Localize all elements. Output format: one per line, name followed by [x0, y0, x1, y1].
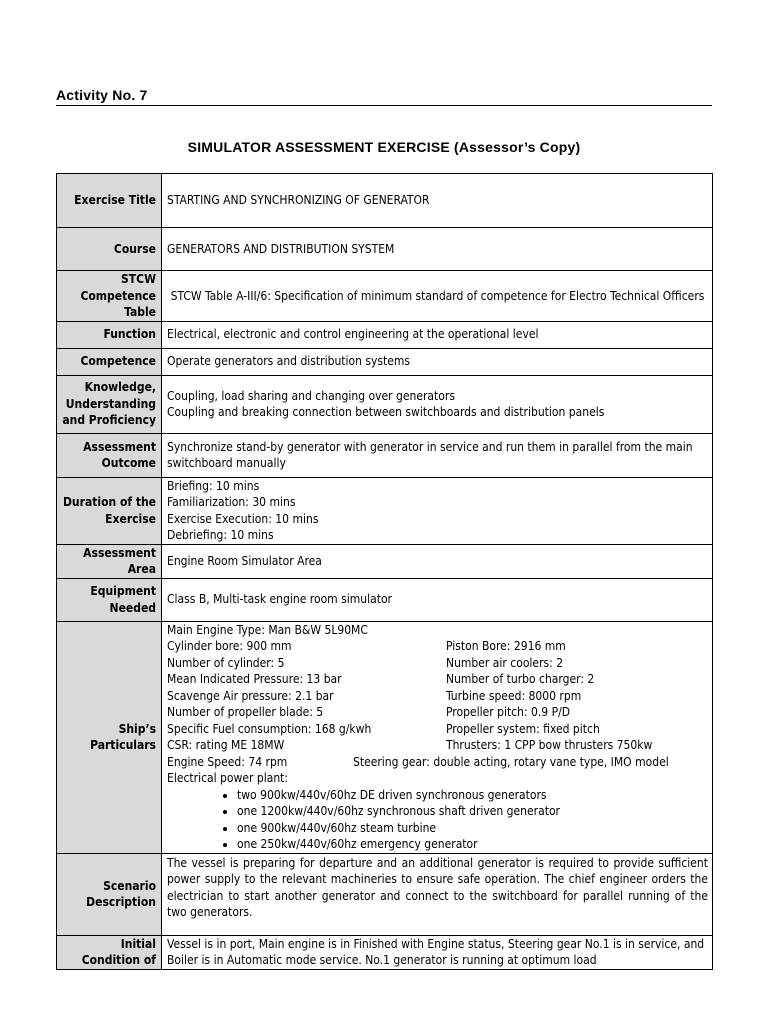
ship-pair-left: Mean Indicated Pressure: 13 bar	[167, 672, 342, 686]
ship-pair-right: Turbine speed: 8000 rpm	[446, 688, 582, 703]
ship-pair-left: Number of cylinder: 5	[167, 655, 285, 670]
course-label: Course	[57, 228, 162, 271]
ship-pair-right: Propeller system: fixed pitch	[446, 721, 600, 736]
table-row	[57, 578, 713, 621]
knowledge-value	[162, 375, 713, 433]
ship-pair	[167, 638, 708, 655]
knowledge-line-1: Coupling, load sharing and changing over generators	[167, 388, 455, 403]
function-value: Electrical, electronic and control engineering at the operational level	[162, 321, 713, 348]
competence-value: Operate generators and distribution systems	[162, 348, 713, 375]
engine-speed: Engine Speed: 74 rpm	[167, 754, 288, 769]
table-row	[57, 174, 713, 228]
ship-pair-left: Scavenge Air pressure: 2.1 bar	[167, 688, 334, 703]
power-plant-heading: Electrical power plant:	[167, 771, 289, 785]
outcome-value: Synchronize stand-by generator with generator in service and run them in parallel from the main switchboard manually	[162, 433, 713, 477]
ship-pair-right: Number of turbo charger: 2	[446, 672, 595, 686]
table-row	[57, 271, 713, 322]
list-item: • one 900kw/440v/60hz steam turbine	[237, 820, 708, 837]
ship-pair-left: Cylinder bore: 900 mm	[167, 639, 292, 653]
scenario-value: The vessel is preparing for departure and an additional generator is required to provide sufficient power supply to the relevant machineries to ensure safe operation. The chief engineer orders the electrician to start another generator and connect to the switchboard for parallel running of the two generators.	[162, 853, 713, 935]
power-plant-list	[167, 787, 708, 853]
table-row	[57, 853, 713, 935]
table-row	[57, 621, 713, 853]
ship-pair-left: CSR: rating ME 18MW	[167, 738, 285, 752]
table-row	[57, 321, 713, 348]
area-label: Assessment Area	[57, 544, 162, 578]
knowledge-line-2: Coupling and breaking connection between switchboards and distribution panels	[167, 405, 605, 419]
duration-familiarization: Familiarization: 30 mins	[167, 495, 296, 509]
stcw-label: STCW Competence Table	[57, 271, 162, 322]
duration-debriefing: Debriefing: 10 mins	[167, 528, 274, 542]
equipment-value: Class B, Multi-task engine room simulator	[162, 578, 713, 621]
stcw-value: STCW Table A-III/6: Specification of minimum standard of competence for Electro Technical Officers	[162, 271, 713, 322]
ship-pair-left: Number of propeller blade: 5	[167, 705, 324, 719]
area-value: Engine Room Simulator Area	[162, 544, 713, 578]
initial-label: Initial Condition of	[57, 935, 162, 969]
equipment-label: Equipment Needed	[57, 578, 162, 621]
table-row	[57, 433, 713, 477]
table-row	[57, 477, 713, 544]
knowledge-label: Knowledge, Understanding and Proficiency	[57, 375, 162, 433]
exercise-table	[56, 173, 713, 970]
exercise-title-label: Exercise Title	[57, 174, 162, 228]
duration-value	[162, 477, 713, 544]
activity-number: Activity No. 7	[56, 87, 712, 106]
ship-pair	[167, 655, 708, 672]
table-row	[57, 544, 713, 578]
ship-label: Ship’s Particulars	[57, 621, 162, 853]
ship-pair	[167, 688, 708, 705]
duration-briefing: Briefing: 10 mins	[167, 478, 260, 493]
main-engine: Main Engine Type: Man B&W 5L90MC	[167, 622, 368, 637]
function-label: Function	[57, 321, 162, 348]
duration-execution: Exercise Execution: 10 mins	[167, 511, 319, 526]
ship-pair	[167, 737, 708, 754]
competence-label: Competence	[57, 348, 162, 375]
table-row	[57, 348, 713, 375]
initial-value: Vessel is in port, Main engine is in Finished with Engine status, Steering gear No.1 is in service, and Boiler is in Automatic mode service. No.1 generator is running at optimum load	[162, 935, 713, 969]
table-row	[57, 935, 713, 969]
list-item: • one 250kw/440v/60hz emergency generator	[237, 836, 708, 853]
ship-pair	[167, 704, 708, 721]
table-row	[57, 375, 713, 433]
list-item: • two 900kw/440v/60hz DE driven synchronous generators	[237, 787, 708, 804]
list-item: • one 1200kw/440v/60hz synchronous shaft driven generator	[237, 803, 708, 820]
scenario-label: Scenario Description	[57, 853, 162, 935]
course-value: GENERATORS AND DISTRIBUTION SYSTEM	[162, 228, 713, 271]
outcome-label: Assessment Outcome	[57, 433, 162, 477]
ship-pair-right: Number air coolers: 2	[446, 655, 564, 670]
ship-pair-right: Thrusters: 1 CPP bow thrusters 750kw	[446, 738, 653, 752]
ship-pair-left: Specific Fuel consumption: 168 g/kwh	[167, 721, 372, 736]
table-row	[57, 228, 713, 271]
ship-pair-right: Propeller pitch: 0.9 P/D	[446, 705, 571, 719]
exercise-title-value: STARTING AND SYNCHRONIZING OF GENERATOR	[162, 174, 713, 228]
ship-pair	[167, 754, 708, 771]
duration-label: Duration of the Exercise	[57, 477, 162, 544]
document-title: SIMULATOR ASSESSMENT EXERCISE (Assessor’s Copy)	[187, 139, 581, 155]
steering-gear: Steering gear: double acting, rotary vane type, IMO model	[353, 754, 669, 769]
ship-pair-right: Piston Bore: 2916 mm	[446, 639, 566, 653]
ship-pair	[167, 671, 708, 688]
ship-value	[162, 621, 713, 853]
ship-pair	[167, 721, 708, 738]
